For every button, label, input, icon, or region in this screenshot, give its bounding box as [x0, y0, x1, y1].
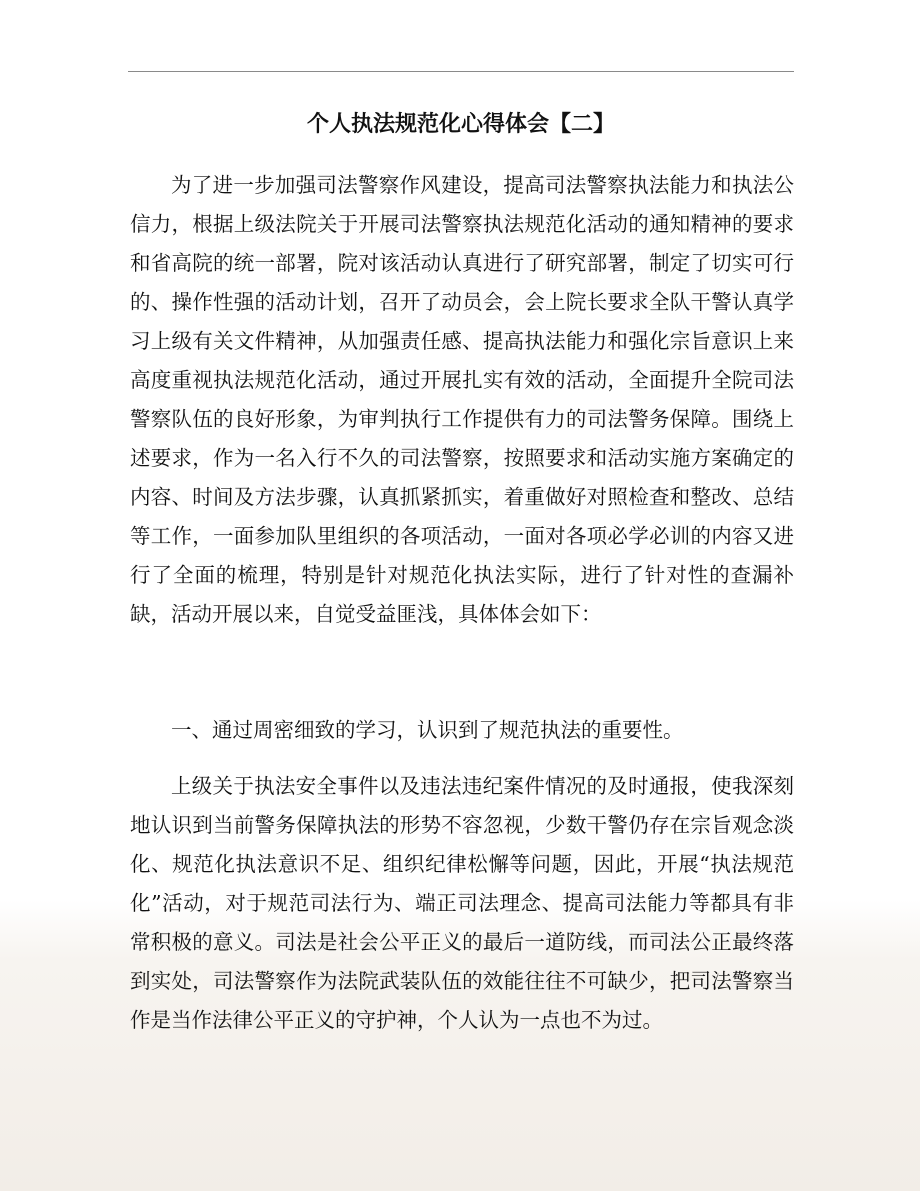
document-title: 个人执法规范化心得体会【二】	[306, 111, 615, 137]
paragraph-intro: 为了进一步加强司法警察作风建设，提高司法警察执法能力和执法公信力，根据上级法院关于开展司法警察执法规范化活动的通知精神的要求和省高院的统一部署，院对该活动认真进行了研究部署，制定了切实可行的、操作性强的活动计划，召开了动员会，会上院长要求全队干警认真学习上级有关文件精神，从加强责任感、提高执法能力和强化宗旨意识上来高度重视执法规范化活动，通过开展扎实有效的活动，全面提升全院司法警察队伍的良好形象，为审判执行工作提供有力的司法警务保障。围绕上述要求，作为一名入行不久的司法警察，按照要求和活动实施方案确定的内容、时间及方法步骤，认真抓紧抓实，着重做好对照检查和整改、总结等工作，一面参加队里组织的各项活动，一面对各项必学必训的内容又进行了全面的梳理，特别是针对规范化执法实际，进行了针对性的查漏补缺，活动开展以来，自觉受益匪浅，具体体会如下：	[130, 173, 794, 626]
header-rule	[128, 71, 794, 72]
section-heading-1: 一、通过周密细致的学习，认识到了规范执法的重要性。	[171, 718, 684, 742]
paragraph-section-1: 上级关于执法安全事件以及违法违纪案件情况的及时通报，使我深刻地认识到当前警务保障执法的形势不容忽视，少数干警仍存在宗旨观念淡化、规范化执法意识不足、组织纪律松懈等问题，因此，开展“执法规范化”活动，对于规范司法行为、端正司法理念、提高司法能力等都具有非常积极的意义。司法是社会公平正义的最后一道防线，而司法公正最终落到实处，司法警察作为法院武装队伍的效能往往不可缺少，把司法警察当作是当作法律公平正义的守护神，个人认为一点也不为过。	[130, 774, 794, 1032]
